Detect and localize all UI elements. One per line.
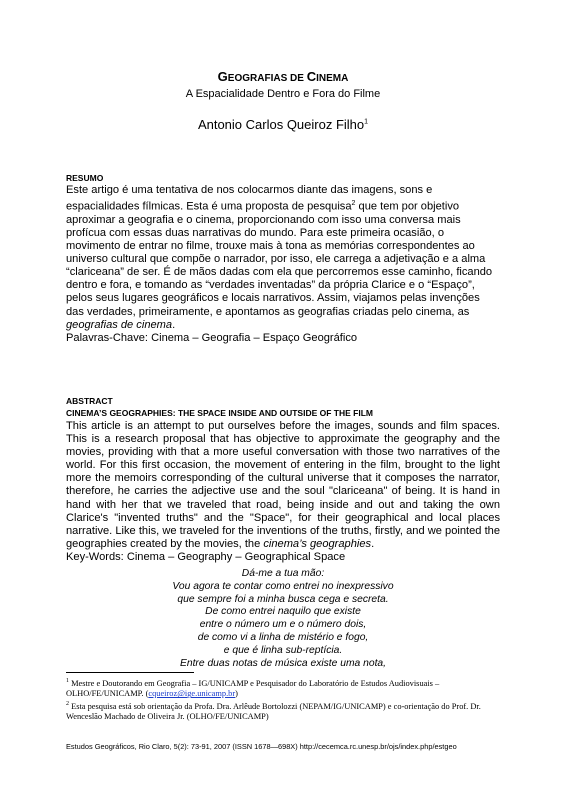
resumo-text: [66, 184, 500, 332]
author-name: Antonio Carlos Queiroz Filho: [197, 117, 365, 132]
title-rest-2: INEMA: [316, 73, 349, 84]
footnote-1: [66, 676, 506, 700]
abstract-text: [66, 420, 500, 551]
abstract-keywords: Key-Words: Cinema – Geography – Geographical Space: [66, 550, 346, 563]
footnote-2: [66, 699, 506, 723]
resumo-footnote-marker: 2: [351, 200, 356, 208]
resumo-text-b: que tem por objetivo aproximar a geografia e o cinema, proporcionando com isso uma conversa mais profícua com essas duas narrativas do mundo. Para este primeira ocasião, o movimento de entrar no filme, trouxe mais à tona as memórias correspondentes ao universo cultural que compõe o narrador, por isso, ele carrega a adjetivação e a alma “clariceana” de ser. É de mãos dadas com ela que percorremos esse caminho, ficando dentro e fora, e tomando as “verdades inventadas” da própria Clarice e o “Espaço”, pelos seus lugares geográficos e locais narrativos. Assim, viajamos pelas invenções das verdades, primeiramente, e apontamos as geografias criadas pelo cinema, as: [66, 200, 493, 318]
resumo-keywords: Palavras-Chave: Cinema – Geografia – Espaço Geográfico: [66, 331, 358, 344]
footnote-1-text: Mestre e Doutorando em Geografia – IG/UNICAMP e Pesquisador do Laboratório de Estudos Audiovisuais – OLHO/FE/UNICAMP. (: [66, 678, 440, 699]
journal-citation: Estudos Geográficos, Rio Claro, 5(2): 73-91, 2007 (ISSN 1678—698X) http://cecemca.rc.unesp.br/ojs/index.php/estgeo: [66, 742, 457, 751]
poem-line: de como vi a linha de mistério e fogo,: [197, 631, 369, 643]
abstract-subheading-main: CINEMA’S GEOGRAPHIES: [66, 408, 173, 418]
abstract-subheading-rest: : THE SPACE INSIDE AND OUTSIDE OF THE FILM: [172, 408, 373, 418]
author-email-link[interactable]: cqueiroz@ige.unicamp.br: [148, 689, 236, 699]
poem-line: que sempre foi a minha busca cega e secreta.: [177, 593, 389, 605]
resumo-heading: RESUMO: [66, 173, 104, 183]
resumo-text-end: .: [172, 318, 176, 331]
poem-line: Vou agora te contar como entrei no inexpressivo: [172, 580, 394, 592]
resumo-text-a: Este artigo é uma tentativa de nos colocarmos diante das imagens, sons e espacialidades fílmicas. Esta é uma proposta de pesquisa: [66, 184, 433, 213]
abstract-text-italic: cinema’s geographies: [263, 537, 372, 550]
article-subtitle: A Espacialidade Dentro e Fora do Filme: [185, 88, 381, 100]
abstract-text-main: This article is an attempt to put ourselves before the images, sounds and film spaces. This is a research proposal that has objective to approximate the geography and the movies, providing with that a more useful conversation with those two narratives of the world. For this first occasion, the movement of entering in the film, brought to the light more the memoirs corresponding of the cultural universe that it composes the narrator, therefore, he carries the adjective use and the soul "clariceana" of being. It is hand in hand with her that we traveled that road, being inside and out and taking the own Clarice's "invented truths" and the "Space", for their geographical and local places narrative. Like this, we traveled for the inventions of the truths, firstly, and we pointed the geographies created by the movies, the: [66, 420, 500, 550]
abstract-text-end: .: [371, 537, 375, 550]
footnote-2-text: Esta pesquisa está sob orientação da Profa. Dra. Arlêude Bortolozzi (NEPAM/IG/UNICAMP) e co-orientação do Prof. Dr. Wenceslão Machado de Oliveira Jr. (OLHO/FE/UNICAMP): [66, 701, 481, 722]
footnote-divider: [66, 672, 194, 673]
author-line: [0, 117, 566, 132]
resumo-body: [66, 184, 500, 345]
footnote-1-number: 1: [66, 678, 69, 684]
abstract-heading: ABSTRACT: [66, 396, 113, 406]
poem-line: e que é linha sub-reptícia.: [223, 644, 343, 656]
author-footnote-marker: 1: [364, 118, 369, 126]
epigraph-poem: [0, 568, 566, 670]
resumo-text-italic: geografias de cinema: [66, 318, 173, 331]
title-initial-1: G: [217, 69, 228, 84]
poem-line: entre o número um e o número dois,: [199, 619, 367, 631]
footnote-1-end: ): [235, 689, 238, 699]
article-title: [0, 69, 566, 84]
poem-line: Entre duas notas de música existe uma nota,: [179, 657, 387, 669]
title-rest-1: EOGRAFIAS: [227, 73, 288, 84]
abstract-body: [66, 420, 500, 564]
footnote-2-number: 2: [66, 701, 69, 707]
title-initial-2: C: [306, 69, 317, 84]
poem-line: De como entrei naquilo que existe: [205, 606, 361, 618]
poem-line: Dá-me a tua mão:: [241, 568, 325, 579]
title-mid: DE: [287, 73, 307, 84]
abstract-subheading: [66, 408, 373, 418]
